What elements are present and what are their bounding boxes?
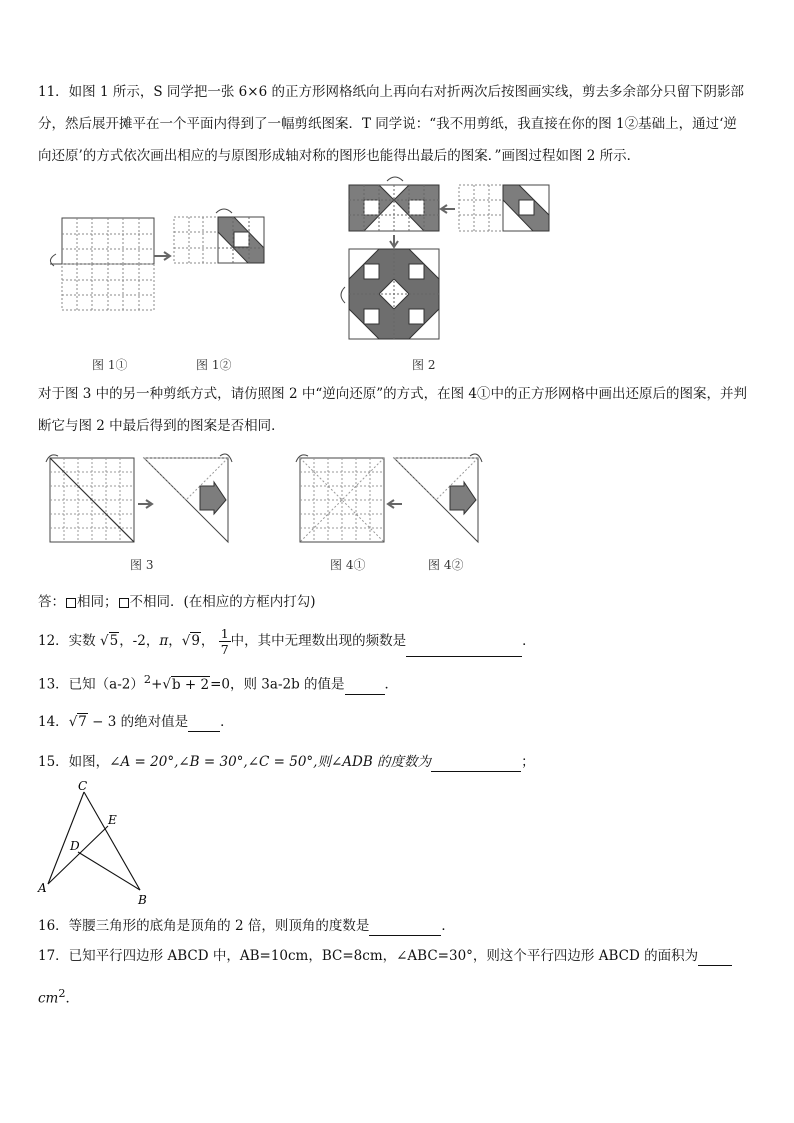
- q12-sqrt5: 5: [109, 633, 119, 649]
- q11-line-2: 分，然后展开摊平在一个平面内得到了一幅剪纸图案．T 同学说：“我不用剪纸，我直接在你的图 1②基础上，通过‘逆: [38, 116, 737, 132]
- q17-line-2: [38, 984, 79, 1009]
- q12-neg2: ，-2，: [119, 633, 160, 649]
- checkbox-same[interactable]: [66, 598, 76, 608]
- q16-answer-blank[interactable]: [369, 921, 441, 936]
- q14-text: − 3 的绝对值是: [87, 714, 189, 730]
- arrow-right-1: [152, 250, 174, 262]
- q12-comma: ，: [168, 633, 182, 649]
- q12-prefix: 12．实数: [38, 633, 96, 649]
- label-A: A: [38, 881, 47, 895]
- q17-text: 17．已知平行四边形 ABCD 中，AB=10cm，BC=8cm，∠ABC=30°，则这个平行四边形 ABCD 的面积为: [38, 948, 699, 964]
- q12-comma-2: ，: [200, 633, 215, 649]
- q13-end: ．: [384, 676, 399, 693]
- figure-1-1: [40, 210, 160, 340]
- answer-same-label: 相同；: [77, 594, 118, 610]
- checkbox-different[interactable]: [119, 598, 129, 608]
- q13-plus: +: [151, 676, 163, 693]
- q14-end: ．: [220, 714, 234, 730]
- q15-answer-blank[interactable]: [431, 757, 521, 772]
- q13-answer-blank[interactable]: [345, 680, 385, 695]
- q13-prefix: 13．已知（a-2）: [38, 676, 144, 693]
- q16: [38, 916, 455, 936]
- q11-line-1: 11．如图 1 所示，S 同学把一张 6×6 的正方形网格纸向上再向右对折两次后按图画实线，剪去多余部分只留下阴影部: [38, 84, 744, 100]
- figure-4: [290, 452, 500, 552]
- q15: [38, 752, 535, 772]
- q15-text: ∠A = 20°,∠B = 30°,∠C = 50°,则∠ADB 的度数为: [109, 754, 432, 770]
- q17-unit: cm: [38, 990, 59, 1007]
- q12-pi: π: [159, 633, 169, 649]
- q12-end: ．: [522, 633, 536, 649]
- q11-line-5: 断它与图 2 中最后得到的图案是否相同．: [38, 418, 285, 434]
- q14-radicand: 7: [78, 714, 87, 730]
- caption-fig3: 图 3: [130, 558, 154, 572]
- q12: 12．实数 √5，-2，π，√9， $\frac{1}{7}$ 中，其中无理数出现的频数是 ．: [38, 626, 536, 657]
- caption-fig1-1: 图 1①: [92, 358, 128, 372]
- q13: 13．已知$(a-2)^2+√b + 2=0$，则 3a-2b 的值是 ．: [38, 673, 399, 693]
- q12-fraction: [219, 626, 231, 657]
- q14-prefix: 14．: [38, 714, 69, 730]
- figure-q15-triangle: [36, 780, 166, 908]
- q13-suffix: =0，则 3a-2b 的值是: [210, 676, 345, 693]
- q17-answer-blank[interactable]: [698, 951, 732, 966]
- q17-end: ．: [65, 990, 80, 1007]
- q11-line-3: 向还原’的方式依次画出相应的与原图形成轴对称的图形也能得出最后的图案．”画图过程如图 2 所示．: [38, 148, 641, 164]
- q12-sqrt9: 9: [191, 633, 200, 649]
- figure-2: [335, 175, 565, 345]
- label-C: C: [78, 780, 88, 793]
- label-D: D: [70, 839, 80, 853]
- label-E: E: [108, 813, 117, 827]
- q16-text: 16．等腰三角形的底角是顶角的 2 倍，则顶角的度数是: [38, 918, 370, 934]
- q14-answer-blank[interactable]: [188, 717, 220, 732]
- q16-end: ．: [441, 918, 455, 934]
- label-B: B: [138, 893, 147, 907]
- caption-fig4-1: 图 4①: [330, 558, 366, 572]
- answer-different-label: 不相同．(在相应的方框内打勾): [129, 594, 316, 610]
- q15-prefix: 15．如图，: [38, 754, 110, 770]
- q11-answer: [38, 592, 316, 612]
- q12-frac-num: 1: [220, 626, 229, 641]
- q13-radicand: b + 2: [171, 676, 210, 693]
- q12-answer-blank[interactable]: [406, 642, 522, 657]
- caption-fig4-2: 图 4②: [428, 558, 464, 572]
- q12-frac-den: 7: [220, 642, 229, 657]
- figure-1-2: [172, 205, 272, 275]
- q14: 14．√7 − 3 的绝对值是 ．: [38, 714, 234, 730]
- q17-unit-sup: 2: [58, 987, 66, 1000]
- q13-sup: 2: [143, 673, 152, 686]
- q17-line-1: [38, 946, 732, 966]
- answer-prefix: 答：: [38, 594, 65, 610]
- q15-end: ；: [521, 754, 535, 770]
- figure-3: [40, 452, 240, 552]
- q12-suffix: 中，其中无理数出现的频数是: [230, 633, 407, 649]
- q11-line-4: 对于图 3 中的另一种剪纸方式，请仿照图 2 中“逆向还原”的方式，在图 4①中的正方形网格中画出还原后的图案，并判: [38, 386, 748, 402]
- caption-fig2: 图 2: [412, 358, 436, 372]
- caption-fig1-2: 图 1②: [196, 358, 232, 372]
